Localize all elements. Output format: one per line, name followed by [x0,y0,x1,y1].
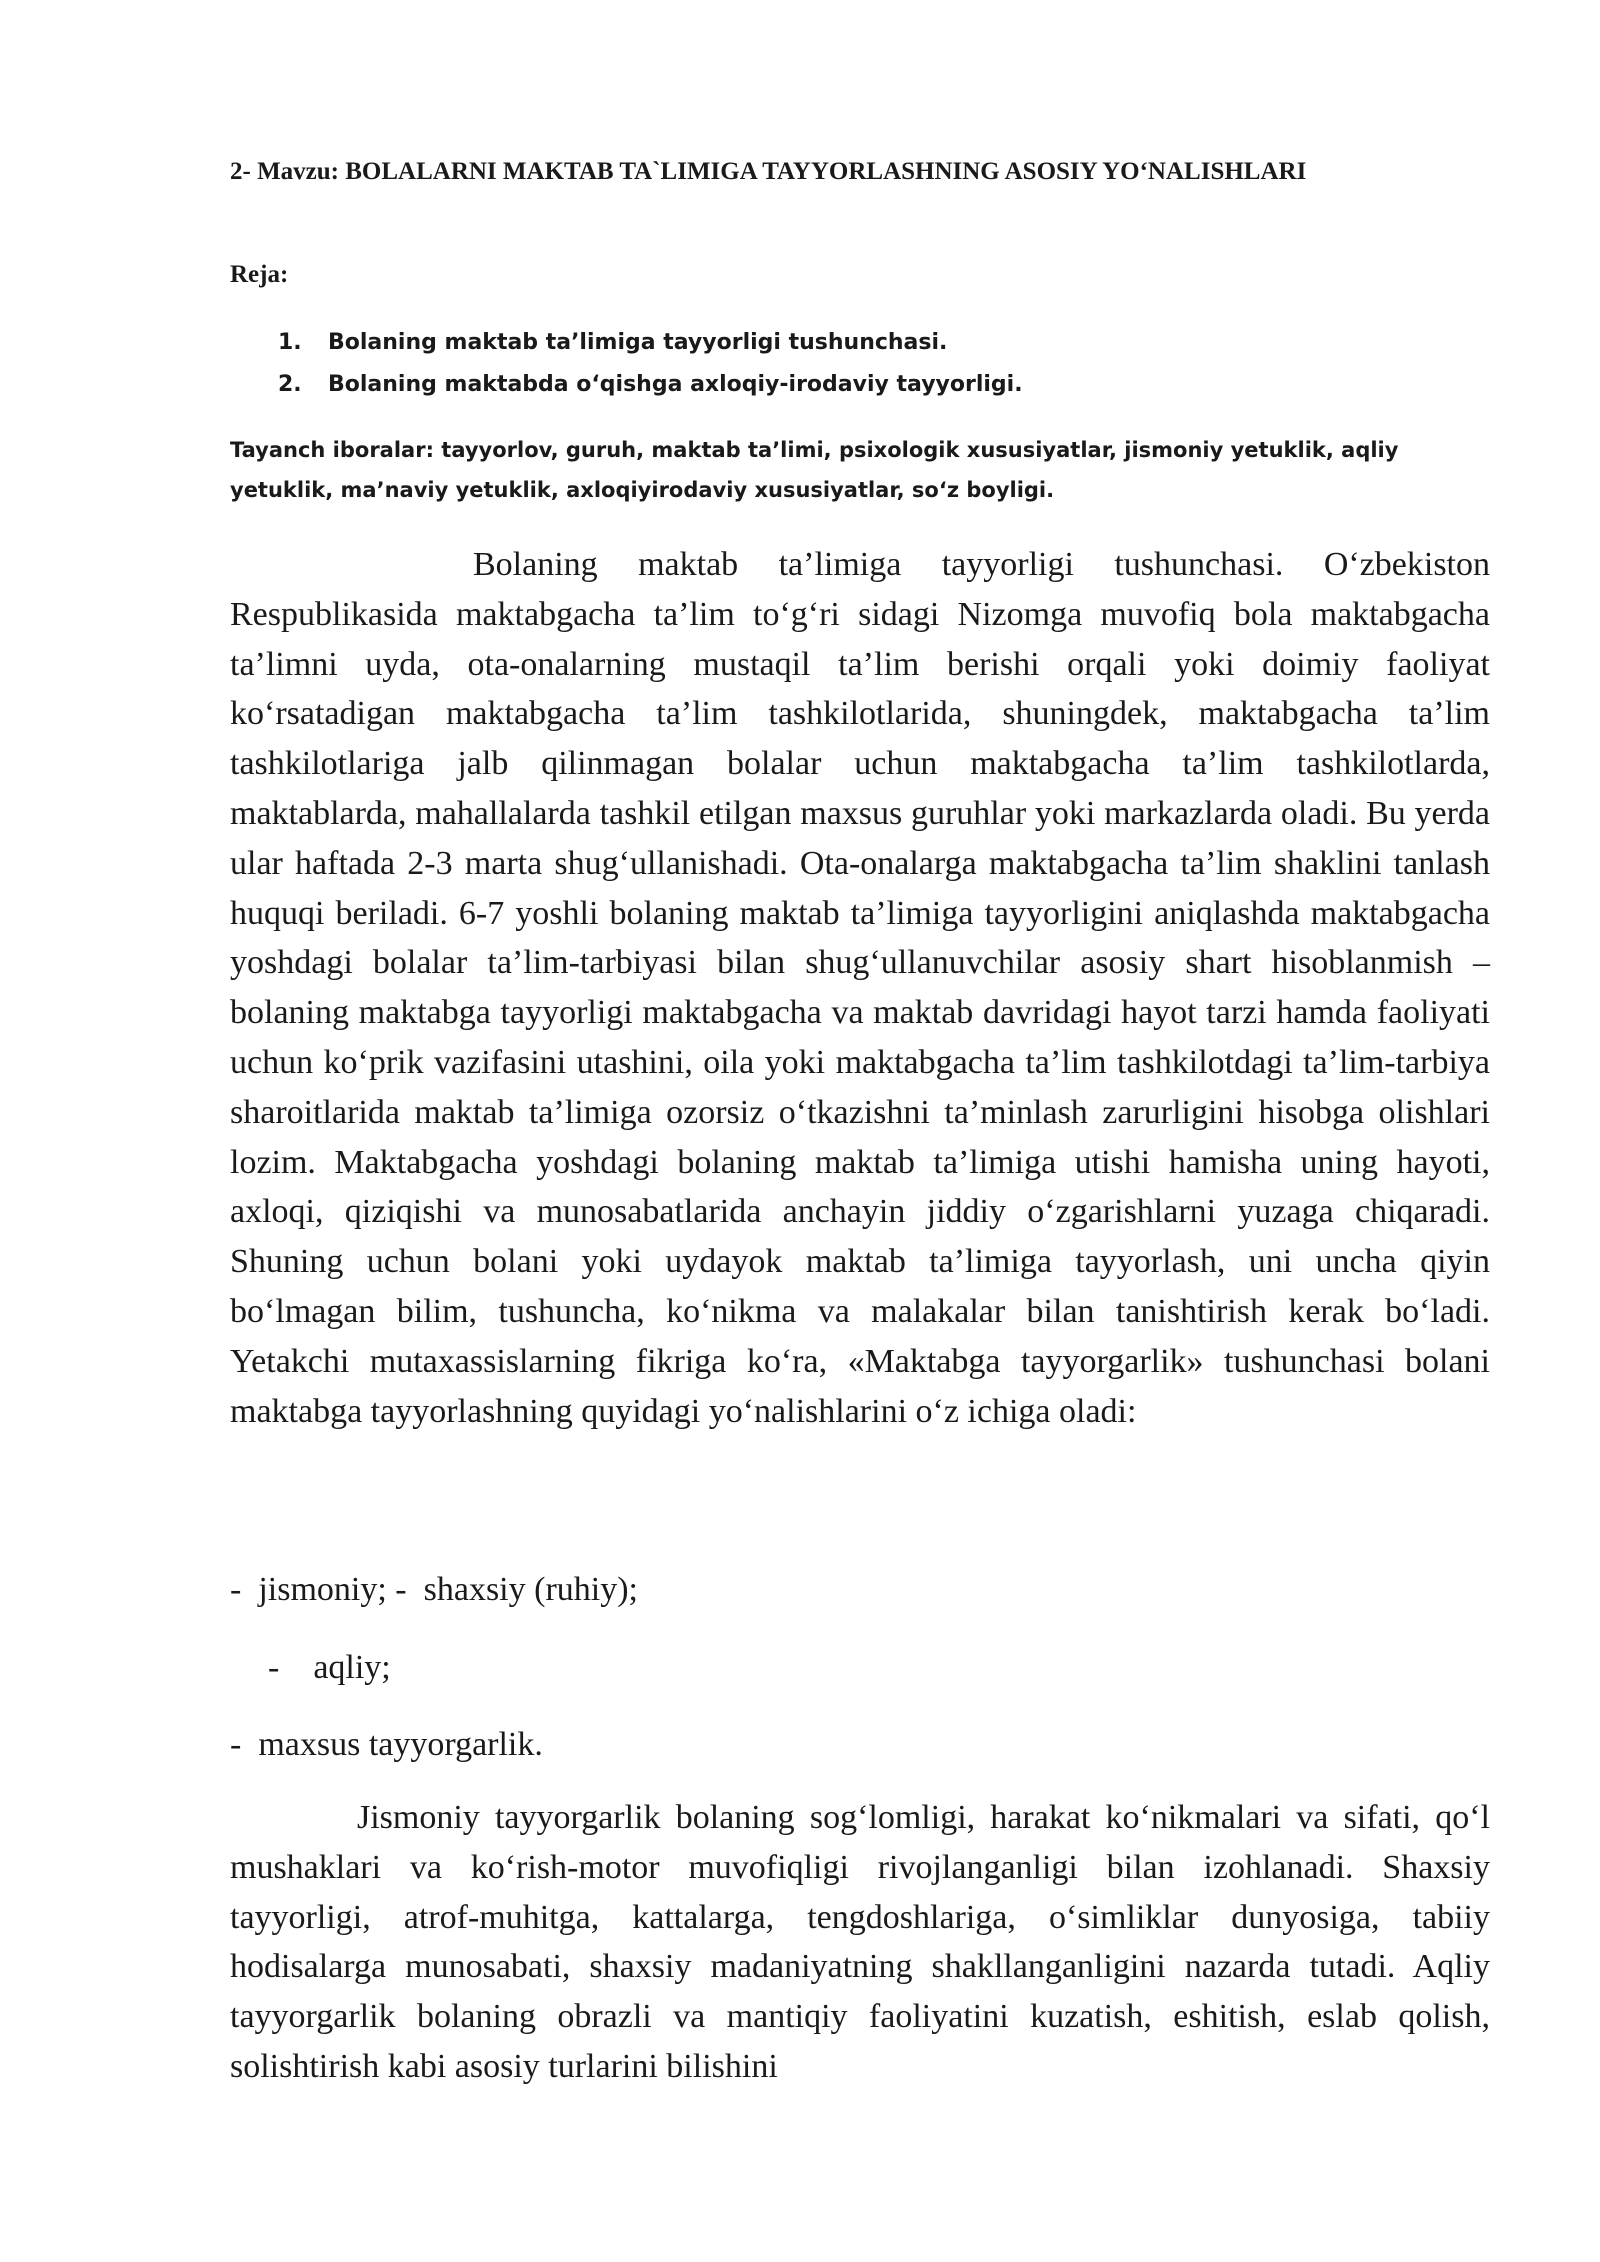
direction-physical: jismoniy; [258,1571,387,1608]
plan-item [278,322,1023,364]
body-paragraph-2: Jismoniy tayyorgarlik bolaning sog‘lomligi, harakat ko‘nikmalari va sifati, qo‘l mushaklari va ko‘rish-motor muvofiqligi rivojlanganligi bilan izohlanadi. Shaxsiy tayyorligi, atrof-muhitga, kattalarga, tengdoshlariga, o‘simliklar dunyosiga, tabiiy hodisalarga munosabati, shaxsiy madaniyatning shakllanganligini nazarda tutadi. Aqliy tayyorgarlik bolaning obrazli va mantiqiy faoliyatini kuzatish, eshitish, eslab qolish, solishtirish kabi asosiy turlarini bilishini [230,1799,1490,2085]
body-paragraph-1: Bolaning maktab ta’limiga tayyorligi tushunchasi. O‘zbekiston Respublikasida maktabgacha ta’lim to‘g‘ri sidagi Nizomga muvofiq bola maktabgacha ta’limni uyda, ota-onalarning mustaqil ta’lim berishi orqali yoki doimiy faoliyat ko‘rsatadigan maktabgacha ta’lim tashkilotlarida, shuningdek, maktabgacha ta’lim tashkilotlariga jalb qilinmagan bolalar uchun maktabgacha ta’lim tashkilotlarda, maktablarda, mahallalarda tashkil etilgan maxsus guruhlar yoki markazlarda oladi. Bu yerda ular haftada 2-3 marta shug‘ullanishadi. Ota-onalarga maktabgacha ta’lim shaklini tanlash huquqi beriladi. 6-7 yoshli bolaning maktab ta’limiga tayyorligini aniqlashda maktabgacha yoshdagi bolalar ta’lim-tarbiyasi bilan shug‘ullanuvchilar asosiy shart hisoblanmish – bolaning maktabga tayyorligi maktabgacha va maktab davridagi hayot tarzi hamda faoliyati uchun ko‘prik vazifasini utashini, oila yoki maktabgacha ta’lim tashkilotdagi ta’lim-tarbiya sharoitlarida maktab ta’limiga ozorsiz o‘tkazishni ta’minlash zarurligini hisobga olishlari lozim. Maktabgacha yoshdagi bolaning maktab ta’limiga utishi hamisha uning hayoti, axloqi, qiziqishi va munosabatlarida anchayin jiddiy o‘zgarishlarni yuzaga chiqaradi. Shuning uchun bolani yoki uydayok maktab ta’limiga tayyorlash, uni uncha qiyin bo‘lmagan bilim, tushuncha, ko‘nikma va malakalar bilan tanishtirish kerak bo‘ladi. Yetakchi mutaxassislarning fikriga ko‘ra, «Maktabga tayyorgarlik» tushunchasi bolani maktabga tayyorlashning quyidagi yo‘nalishlarini o‘z ichiga oladi: [230,546,1490,1430]
list-dash: - [230,1571,242,1608]
plan-item-text: Bolaning maktab ta’limiga tayyorligi tushunchasi. [328,330,948,355]
list-dash: - [268,1649,280,1686]
keywords-paragraph: Tayanch iboralar: tayyorlov, guruh, maktab ta’limi, psixologik xususiyatlar, jismoniy yetuklik, aqliy yetuklik, ma’naviy yetuklik, axloqiyirodaviy xususiyatlar, so‘z boyligi. [230,438,1399,502]
direction-special: maxsus tayyorgarlik. [258,1726,543,1763]
plan-list [278,322,1023,406]
list-dash: - [230,1726,242,1763]
plan-item [278,364,1023,406]
plan-heading: Reja: [230,261,289,288]
direction-line-2 [268,1643,391,1693]
direction-line-1 [230,1565,638,1615]
plan-item-number: 2. [278,372,302,397]
direction-mental: aqliy; [313,1649,391,1686]
plan-item-text: Bolaning maktabda o‘qishga axloqiy-irodaviy tayyorligi. [328,372,1023,397]
topic-title: 2- Mavzu: BOLALARNI MAKTAB TA`LIMIGA TAYYORLASHNING ASOSIY YO‘NALISHLARI [230,158,1307,185]
list-dash: - [395,1571,407,1608]
plan-item-number: 1. [278,330,302,355]
direction-personal: shaxsiy (ruhiy); [423,1571,638,1608]
direction-line-3 [230,1720,543,1770]
